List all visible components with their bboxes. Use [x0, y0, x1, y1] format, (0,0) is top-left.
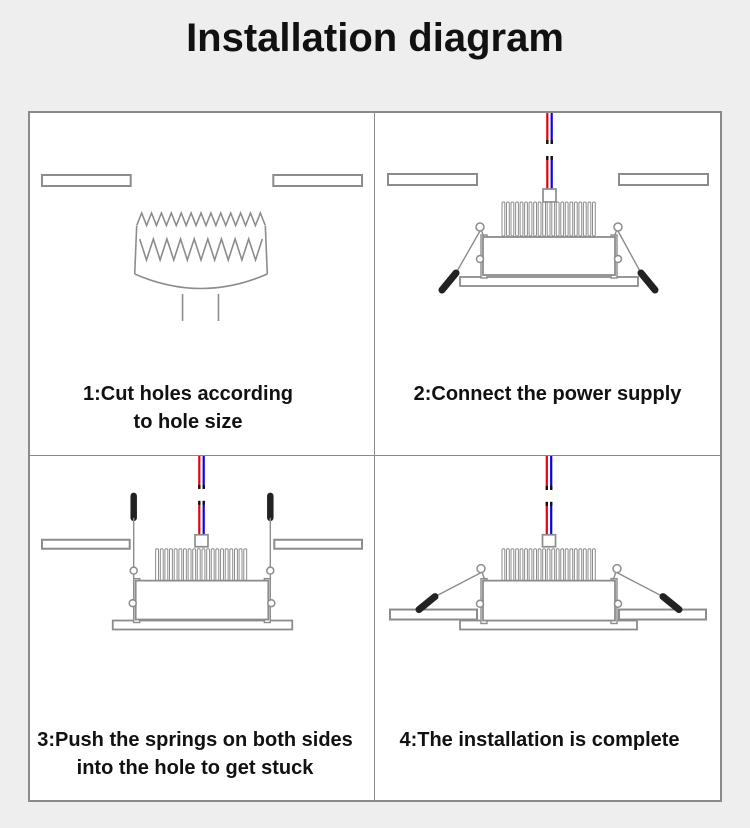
power-wires — [543, 456, 556, 547]
saw-teeth-back — [140, 239, 263, 260]
panel-step-1-cut-holes — [30, 113, 375, 456]
ceiling-panel-right — [273, 175, 362, 186]
heatsink-fins — [502, 549, 595, 581]
page-title: Installation diagram — [186, 16, 564, 60]
ceiling-panel-right — [274, 540, 362, 549]
wire-connector-box — [543, 535, 556, 547]
panel-step-2-connect-power — [375, 113, 720, 456]
step-3-caption — [30, 726, 367, 782]
caption-line: into the hole to get stuck — [76, 757, 314, 779]
wire-connector-box — [195, 535, 208, 547]
power-wires — [543, 113, 556, 202]
lamp-body — [477, 579, 622, 624]
ceiling-panel-left — [42, 540, 130, 549]
step-4-caption — [375, 726, 712, 754]
ceiling-panel-left — [388, 174, 477, 185]
caption-line: to hole size — [133, 411, 243, 433]
caption-line: 4:The installation is complete — [399, 729, 680, 751]
step-1-caption — [30, 380, 360, 436]
panel-step-4-complete — [375, 456, 720, 800]
lamp-body-rect — [136, 581, 269, 620]
ceiling-panel-right — [619, 610, 706, 620]
ceiling-panel-left — [42, 175, 131, 186]
power-wires — [195, 456, 208, 547]
hole-saw — [135, 213, 268, 321]
lamp-body — [477, 235, 622, 278]
heatsink-fins — [502, 202, 595, 236]
spring-left — [130, 496, 137, 581]
caption-line: 1:Cut holes according — [82, 383, 294, 405]
lamp-body-rect — [483, 237, 615, 275]
ceiling-panel-left — [390, 610, 477, 620]
caption-line: 2:Connect the power supply — [413, 383, 682, 405]
spring-right — [267, 496, 274, 581]
caption-line: 3:Push the springs on both sides — [37, 729, 353, 751]
step-2-caption — [375, 380, 720, 408]
lamp-body-rect — [483, 581, 615, 621]
ceiling-panels — [42, 175, 362, 186]
spring-left — [419, 573, 481, 610]
wire-connector-box — [543, 189, 556, 202]
saw-teeth-front — [137, 213, 266, 226]
ceiling-panel-right — [619, 174, 708, 185]
panel-step-3-push-springs — [30, 456, 375, 800]
heatsink-fins — [156, 549, 247, 581]
lamp-body — [129, 579, 275, 623]
saw-cup-bottom — [135, 274, 268, 289]
steps-grid — [28, 111, 722, 802]
spring-right — [617, 573, 679, 610]
